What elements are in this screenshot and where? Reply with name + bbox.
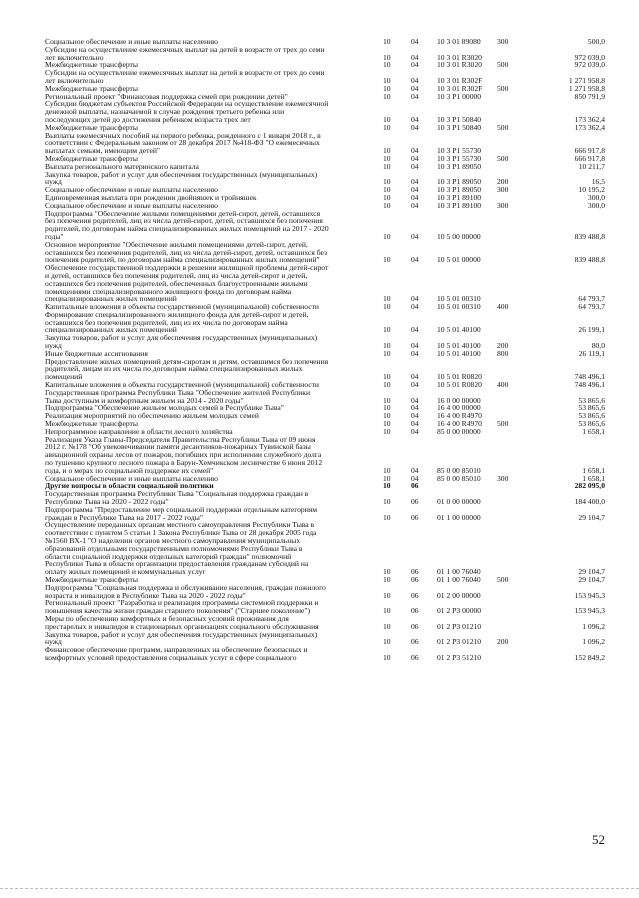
row-name: Подпрограмма "Обеспечение жилыми помещениями детей-сирот, детей, оставшихся без попечения родителей, лиц из числа детей-сирот, детей, оставшихся без попечения родителей, по договорам найма специализированных жилых помещений на 2017 - 2020 годы" <box>45 208 329 241</box>
row-amount: 64 793,7 <box>578 302 605 312</box>
row-target-code: 10 5 01 00000 <box>437 255 481 265</box>
row-section: 10 <box>383 302 391 312</box>
row-target-code: 10 3 P1 00000 <box>437 91 482 101</box>
row-section: 10 <box>383 473 391 483</box>
row-amount: 53 865,6 <box>578 403 605 413</box>
row-amount: 1 271 958,8 <box>568 75 605 85</box>
row-section: 10 <box>383 146 391 156</box>
row-target-code: 10 3 P1 89100 <box>437 200 482 210</box>
row-section: 10 <box>383 606 391 616</box>
row-section: 10 <box>383 497 391 507</box>
row-section: 10 <box>383 60 391 70</box>
row-section: 10 <box>383 348 391 358</box>
row-amount: 10 211,7 <box>578 161 605 171</box>
row-subsection: 06 <box>411 606 419 616</box>
row-name: Единовременная выплата при рождении двойняшек и тройняшек <box>45 192 257 202</box>
table-row <box>45 646 605 662</box>
row-amount: 666 917,8 <box>574 146 605 156</box>
row-subsection: 06 <box>411 497 419 507</box>
row-section: 10 <box>383 567 391 577</box>
row-subsection: 04 <box>411 473 419 483</box>
row-target-code: 10 5 01 R0820 <box>437 380 482 390</box>
row-amount: 26 119,1 <box>578 348 605 358</box>
row-section: 10 <box>383 200 391 210</box>
row-name: Другие вопросы в области социальной политики <box>45 481 214 491</box>
row-name: Реализация мероприятий по обеспечению жильем молодых семей <box>45 411 259 421</box>
row-section: 10 <box>383 574 391 584</box>
row-section: 10 <box>383 294 391 304</box>
row-name: Выплаты ежемесячных пособий на первого ребенка, рожденного с 1 января 2018 г., в соответствии с Федеральным законом от 28 декабря 2017 №418-ФЗ "О ежемесячных выплатах семьям, имеющим детей" <box>45 130 321 156</box>
row-subsection: 04 <box>411 419 419 429</box>
row-amount: 1 658,1 <box>582 465 605 475</box>
row-name: Закупка товаров, работ и услуг для обеспечения государственных (муниципальных) нужд <box>45 169 318 187</box>
row-name: Межбюджетные трансферты <box>45 122 138 132</box>
row-target-code: 10 3 P1 89050 <box>437 185 482 195</box>
row-target-code: 10 3 01 R3020 <box>437 52 482 62</box>
row-subsection: 04 <box>411 294 419 304</box>
row-name: Межбюджетные трансферты <box>45 60 138 70</box>
row-section: 10 <box>383 255 391 265</box>
row-target-code: 10 3 P1 55730 <box>437 153 482 163</box>
row-subsection: 04 <box>411 426 419 436</box>
row-name: Формирование специализированного жилищного фонда для детей-сирот и детей, оставшихся без попечения родителей, лиц из их числа по договорам найма специализированных жилых помещений <box>45 309 309 335</box>
row-name: Субсидии бюджетам субъектов Российской Федерации на осуществление ежемесячной денежной выплаты, назначаемой в случае рождения третьего ребенка или последующих детей до достижения ребенком возраста трех лет <box>45 99 329 124</box>
row-subsection: 04 <box>411 37 419 46</box>
row-subsection: 06 <box>411 637 419 647</box>
row-expense-type: 500 <box>497 122 509 132</box>
row-target-code: 10 5 01 R0820 <box>437 372 482 382</box>
row-subsection: 06 <box>411 567 419 577</box>
row-name: Социальное обеспечение и иные выплаты населению <box>45 473 218 483</box>
row-subsection: 06 <box>411 574 419 584</box>
row-name: Капитальные вложения в объекты государственной (муниципальной) собственности <box>45 380 319 390</box>
row-expense-type: 300 <box>497 200 509 210</box>
row-amount: 16,5 <box>591 177 605 187</box>
row-section: 10 <box>383 403 391 413</box>
row-target-code: 01 0 00 00000 <box>437 497 481 507</box>
row-section: 10 <box>383 161 391 171</box>
row-subsection: 04 <box>411 192 419 202</box>
row-target-code: 85 0 00 00000 <box>437 426 481 436</box>
row-amount: 1 096,2 <box>582 637 605 647</box>
row-amount: 152 849,2 <box>574 652 605 662</box>
row-name: Непрограммное направление в области лесного хозяйства <box>45 426 233 436</box>
table-row <box>45 46 605 62</box>
row-amount: 53 865,6 <box>578 419 605 429</box>
table-row <box>45 358 605 381</box>
row-subsection: 04 <box>411 122 419 132</box>
row-amount: 300,0 <box>587 192 605 202</box>
row-target-code: 01 1 00 76040 <box>437 567 481 577</box>
row-amount: 29 104,7 <box>578 512 605 522</box>
row-name: Социальное обеспечение и иные выплаты населению <box>45 185 218 195</box>
table-row <box>45 210 605 241</box>
row-expense-type: 200 <box>497 177 509 187</box>
row-expense-type: 300 <box>497 37 509 46</box>
row-target-code: 10 5 01 00310 <box>437 302 481 312</box>
row-target-code: 01 2 P3 00000 <box>437 606 482 616</box>
row-target-code: 10 5 01 40100 <box>437 348 481 358</box>
row-name: Социальное обеспечение и иные выплаты населению <box>45 37 218 46</box>
row-subsection: 04 <box>411 83 419 93</box>
row-subsection: 06 <box>411 481 419 491</box>
row-name: Государственная программа Республики Тыва "Обеспечение жителей Республики Тыва доступным и комфортным жильем на 2014 - 2020 годы" <box>45 387 311 405</box>
row-target-code: 85 0 00 85010 <box>437 473 481 483</box>
row-section: 10 <box>383 590 391 600</box>
row-target-code: 01 2 P3 51210 <box>437 652 482 662</box>
row-subsection: 04 <box>411 231 419 241</box>
row-amount: 850 791,9 <box>574 91 605 101</box>
row-section: 10 <box>383 177 391 187</box>
row-subsection: 04 <box>411 52 419 62</box>
row-section: 10 <box>383 652 391 662</box>
row-section: 10 <box>383 122 391 132</box>
row-expense-type: 300 <box>497 185 509 195</box>
table-row <box>45 132 605 155</box>
row-subsection: 04 <box>411 302 419 312</box>
row-target-code: 85 0 00 85010 <box>437 465 481 475</box>
row-target-code: 10 5 00 00000 <box>437 231 481 241</box>
row-section: 10 <box>383 419 391 429</box>
row-subsection: 04 <box>411 114 419 124</box>
row-target-code: 01 1 00 76040 <box>437 574 481 584</box>
table-row <box>45 241 605 264</box>
row-section: 10 <box>383 637 391 647</box>
row-section: 10 <box>383 75 391 85</box>
row-name: Выплата регионального материнского капитала <box>45 161 199 171</box>
row-subsection: 04 <box>411 255 419 265</box>
row-target-code: 10 3 P1 50840 <box>437 114 482 124</box>
row-amount: 29 104,7 <box>578 567 605 577</box>
row-amount: 282 095,0 <box>574 481 605 491</box>
row-amount: 29 104,7 <box>578 574 605 584</box>
row-target-code: 10 3 P1 50840 <box>437 122 482 132</box>
row-section: 10 <box>383 481 391 491</box>
row-subsection: 04 <box>411 91 419 101</box>
row-subsection: 04 <box>411 153 419 163</box>
table-row <box>45 334 605 350</box>
row-expense-type: 400 <box>497 302 509 312</box>
row-amount: 1 658,1 <box>582 426 605 436</box>
row-target-code: 01 2 P3 01210 <box>437 637 482 647</box>
table-row <box>45 69 605 85</box>
row-name: Региональный проект "Разработка и реализация программы системной поддержки и повышения качества жизни граждан старшего поколения" ("Старшее поколение") <box>45 598 319 616</box>
row-name: Социальное обеспечение и иные выплаты населению <box>45 200 218 210</box>
row-subsection: 04 <box>411 380 419 390</box>
row-name: Предоставление жилых помещений детям-сиротам и детям, оставшимся без попечения родителей, лицам из их числа по договорам найма специализированных жилых помещений <box>45 356 329 382</box>
row-subsection: 04 <box>411 348 419 358</box>
row-name: Реализация Указа Главы-Председателя Правительства Республики Тыва от 09 июня 2012 г. №178 "Об увековечивании памяти десантников-пожарных Тувинской базы авиационной охраны лесов от пожаров, погибших при исполнении служебного долга по тушению крупного лесного пожара в Барун-Хемчикском лесничестве 6 июня 2012 года, и о мерах по социальной поддержке их семей" <box>45 434 323 475</box>
row-name: Межбюджетные трансферты <box>45 574 138 584</box>
row-subsection: 04 <box>411 161 419 171</box>
row-expense-type: 300 <box>497 473 509 483</box>
row-name: Меры по обеспечению комфортных и безопасных условий проживания для престарелых и инвалидов в стационарных организациях социального обслуживания <box>45 613 319 631</box>
row-amount: 153 945,3 <box>574 590 605 600</box>
row-amount: 972 039,0 <box>574 52 605 62</box>
row-subsection: 04 <box>411 411 419 421</box>
row-subsection: 06 <box>411 652 419 662</box>
row-name: Региональный проект "Финансовая поддержка семей при рождении детей" <box>45 91 288 101</box>
row-amount: 53 865,6 <box>578 411 605 421</box>
row-target-code: 10 5 01 00310 <box>437 294 481 304</box>
bottom-divider <box>0 888 639 889</box>
row-name: Межбюджетные трансферты <box>45 153 138 163</box>
row-section: 10 <box>383 341 391 351</box>
table-row <box>45 631 605 647</box>
row-amount: 64 793,7 <box>578 294 605 304</box>
row-amount: 53 865,6 <box>578 395 605 405</box>
row-subsection: 04 <box>411 372 419 382</box>
row-subsection: 04 <box>411 185 419 195</box>
row-amount: 300,0 <box>587 200 605 210</box>
row-section: 10 <box>383 465 391 475</box>
row-section: 10 <box>383 114 391 124</box>
row-expense-type: 500 <box>497 83 509 93</box>
row-amount: 173 362,4 <box>574 114 605 124</box>
row-section: 10 <box>383 231 391 241</box>
row-subsection: 04 <box>411 146 419 156</box>
table-row <box>45 171 605 187</box>
budget-table <box>45 38 605 662</box>
row-subsection: 06 <box>411 512 419 522</box>
row-name: Субсидии на осуществление ежемесячных выплат на детей в возрасте от трех до семи лет включительно <box>45 68 325 85</box>
table-row <box>45 584 605 600</box>
row-section: 10 <box>383 52 391 62</box>
row-subsection: 04 <box>411 75 419 85</box>
table-row <box>45 311 605 334</box>
row-target-code: 16 4 00 00000 <box>437 403 481 413</box>
row-amount: 26 199,1 <box>578 325 605 335</box>
table-row <box>45 490 605 506</box>
page-number: 52 <box>592 832 605 847</box>
table-row <box>45 436 605 475</box>
row-section: 10 <box>383 512 391 522</box>
table-row <box>45 599 605 615</box>
row-section: 10 <box>383 621 391 631</box>
row-amount: 184 400,0 <box>574 497 605 507</box>
row-target-code: 16 4 00 R4970 <box>437 419 482 429</box>
row-subsection: 04 <box>411 341 419 351</box>
row-name: Межбюджетные трансферты <box>45 419 138 429</box>
table-row <box>45 100 605 123</box>
row-amount: 1 658,1 <box>582 473 605 483</box>
table-row <box>45 506 605 522</box>
row-target-code: 16 0 00 00000 <box>437 395 481 405</box>
row-expense-type: 500 <box>497 153 509 163</box>
row-subsection: 04 <box>411 403 419 413</box>
row-amount: 1 271 958,8 <box>568 83 605 93</box>
row-expense-type: 200 <box>497 637 509 647</box>
row-expense-type: 500 <box>497 419 509 429</box>
row-expense-type: 500 <box>497 574 509 584</box>
row-target-code: 10 5 01 40100 <box>437 341 481 351</box>
row-name: Финансовое обеспечение программ, направленных на обеспечение безопасных и комфортных условий предоставления социальных услуг в сфере социального <box>45 645 308 662</box>
row-name: Государственная программа Республики Тыва "Социальная поддержка граждан в Республике Тыва на 2020 - 2022 годы" <box>45 489 309 507</box>
row-subsection: 04 <box>411 177 419 187</box>
row-name: Основное мероприятие "Обеспечение жилыми помещениями детей-сирот, детей, оставшихся без попечения родителей, лиц из числа детей-сирот, детей, оставшихся без попечения родителей, по договорам найма специализированных жилых помещений" <box>45 239 327 265</box>
row-subsection: 04 <box>411 465 419 475</box>
row-name: Закупка товаров, работ и услуг для обеспечения государственных (муниципальных) нужд <box>45 333 318 351</box>
row-amount: 972 039,0 <box>574 60 605 70</box>
row-expense-type: 800 <box>497 348 509 358</box>
row-name: Закупка товаров, работ и услуг для обеспечения государственных (муниципальных) нужд <box>45 629 318 647</box>
row-expense-type: 200 <box>497 341 509 351</box>
row-section: 10 <box>383 426 391 436</box>
row-target-code: 01 2 00 00000 <box>437 590 481 600</box>
row-amount: 839 488,8 <box>574 231 605 241</box>
row-target-code: 10 3 01 89080 <box>437 37 481 46</box>
row-expense-type: 500 <box>497 60 509 70</box>
row-target-code: 10 3 P1 55730 <box>437 146 482 156</box>
row-subsection: 06 <box>411 590 419 600</box>
row-target-code: 10 3 01 R302F <box>437 83 483 93</box>
row-target-code: 10 3 01 R3020 <box>437 60 482 70</box>
row-amount: 153 945,3 <box>574 606 605 616</box>
row-name: Осуществление переданных органам местного самоуправления Республики Тыва в соответствии с пунктом 5 статьи 1 Закона Республики Тыва от 28 декабря 2005 года №1560 ВХ-1 "О наделении органов местного самоуправления муниципальных образований отдельными государственными полномочиями Республики Тыва в области социальной поддержки отдельных категорий граждан" полномочий Республики Тыва в области организации предоставления гражданам субсидий на оплату жилых помещений и коммунальных услуг <box>45 520 317 577</box>
row-amount: 748 496,1 <box>574 380 605 390</box>
row-target-code: 01 2 P3 01210 <box>437 621 482 631</box>
row-section: 10 <box>383 380 391 390</box>
row-section: 10 <box>383 325 391 335</box>
table-row <box>45 389 605 405</box>
row-name: Капитальные вложения в объекты государственной (муниципальной) собственности <box>45 302 319 312</box>
row-name: Обеспечение государственной поддержки в решении жилищной проблемы детей-сирот и детей, оставшихся без попечения родителей, лиц из числа детей-сирот и детей, оставшихся без попечения родителей, обеспеченных благоустроенными жилыми помещениями специализированного жилищного фонда по договорам найма специализированных жилых помещений <box>45 263 329 304</box>
row-name: Субсидии на осуществление ежемесячных выплат на детей в возрасте от трех до семи лет включительно <box>45 44 325 62</box>
row-section: 10 <box>383 411 391 421</box>
row-amount: 839 488,8 <box>574 255 605 265</box>
row-subsection: 06 <box>411 621 419 631</box>
row-section: 10 <box>383 153 391 163</box>
table-row <box>45 521 605 576</box>
row-section: 10 <box>383 395 391 405</box>
row-subsection: 04 <box>411 60 419 70</box>
row-name: Иные бюджетные ассигнования <box>45 348 148 358</box>
row-target-code: 10 3 P1 89050 <box>437 161 482 171</box>
table-row <box>45 615 605 631</box>
table-row <box>45 264 605 303</box>
row-subsection: 04 <box>411 200 419 210</box>
row-amount: 80,0 <box>591 341 605 351</box>
row-target-code: 01 1 00 00000 <box>437 512 481 522</box>
row-section: 10 <box>383 192 391 202</box>
row-amount: 10 195,2 <box>578 185 605 195</box>
row-subsection: 04 <box>411 395 419 405</box>
row-section: 10 <box>383 372 391 382</box>
row-target-code: 10 3 P1 89100 <box>437 192 482 202</box>
row-amount: 1 096,2 <box>582 621 605 631</box>
row-name: Межбюджетные трансферты <box>45 83 138 93</box>
row-amount: 666 917,8 <box>574 153 605 163</box>
row-target-code: 10 5 01 40100 <box>437 325 481 335</box>
row-target-code: 10 3 P1 89050 <box>437 177 482 187</box>
row-name: Подпрограмма "Предоставление мер социальной поддержки отдельным категориям граждан в Республике Тыва на 2017 - 2022 годы" <box>45 504 318 522</box>
row-name: Подпрограмма "Обеспечение жильем молодых семей в Республике Тыва" <box>45 403 284 413</box>
row-amount: 173 362,4 <box>574 122 605 132</box>
row-amount: 500,0 <box>587 37 605 46</box>
row-section: 10 <box>383 185 391 195</box>
row-target-code: 10 3 01 R302F <box>437 75 483 85</box>
row-section: 10 <box>383 83 391 93</box>
row-target-code: 16 4 00 R4970 <box>437 411 482 421</box>
row-name: Подпрограмма "Социальная поддержка и обслуживание населения, граждан пожилого возраста и инвалидов в Республике Тыва на 2020 - 2022 годы" <box>45 582 326 600</box>
row-section: 10 <box>383 91 391 101</box>
row-section: 10 <box>383 37 391 46</box>
row-amount: 748 496,1 <box>574 372 605 382</box>
row-subsection: 04 <box>411 325 419 335</box>
row-expense-type: 400 <box>497 380 509 390</box>
